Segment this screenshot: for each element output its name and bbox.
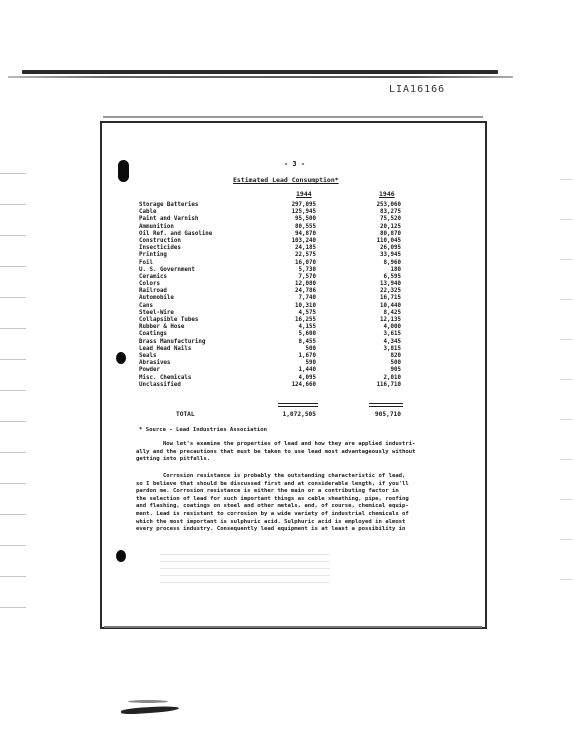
right-margin-marks bbox=[560, 155, 572, 615]
value-1944: 125,945 bbox=[291, 209, 316, 216]
row-label: Ammunition bbox=[139, 223, 174, 230]
row-label: Colors bbox=[139, 281, 160, 288]
row-label: Paint and Varnish bbox=[139, 216, 199, 223]
paragraph-properties: Now let's examine the properties of lead and how they are applied industri- ally and the precautions that must be taken to use lead most advantageously without getting into pitfalls. bbox=[136, 441, 416, 463]
row-label: Powder bbox=[139, 367, 160, 374]
value-1944: 1,670 bbox=[298, 352, 316, 359]
value-1946: 16,715 bbox=[380, 295, 401, 302]
value-1946: 8,425 bbox=[383, 309, 401, 316]
table-row bbox=[139, 310, 409, 317]
value-1946: 83,275 bbox=[380, 209, 401, 216]
table-title: Estimated Lead Consumption* bbox=[233, 176, 339, 184]
row-label: Lead Head Nails bbox=[139, 345, 192, 352]
table-row bbox=[139, 367, 409, 374]
scan-edge-shadow bbox=[8, 76, 513, 78]
total-rule-1944 bbox=[278, 406, 318, 407]
row-label: Coatings bbox=[139, 331, 167, 338]
value-1944: 12,080 bbox=[295, 281, 316, 288]
consumption-table bbox=[139, 202, 409, 389]
table-row bbox=[139, 216, 409, 223]
table-row bbox=[139, 224, 409, 231]
table-row bbox=[139, 267, 409, 274]
value-1946: 905 bbox=[390, 367, 401, 374]
row-label: Storage Batteries bbox=[139, 202, 199, 208]
value-1944: 7,570 bbox=[298, 273, 316, 280]
column-header-1944: 1944 bbox=[296, 190, 312, 198]
table-row bbox=[139, 252, 409, 259]
value-1946: 4,000 bbox=[383, 324, 401, 331]
value-1944: 24,786 bbox=[295, 288, 316, 295]
page-top-edge bbox=[103, 116, 483, 118]
table-row bbox=[139, 317, 409, 324]
row-label: Cans bbox=[139, 302, 153, 309]
value-1944: 4,575 bbox=[298, 309, 316, 316]
table-row bbox=[139, 324, 409, 331]
value-1944: 590 bbox=[305, 360, 316, 367]
total-rule-1944 bbox=[278, 403, 318, 404]
value-1946: 180 bbox=[390, 266, 401, 273]
row-label: Construction bbox=[139, 237, 181, 244]
total-1944: 1,072,505 bbox=[282, 411, 316, 418]
value-1944: 1,440 bbox=[298, 367, 316, 374]
value-1944: 22,575 bbox=[295, 252, 316, 259]
row-label: Steel-Wire bbox=[139, 309, 174, 316]
total-label: TOTAL bbox=[176, 411, 195, 418]
row-label: Oil Ref. and Gasoline bbox=[139, 230, 213, 237]
table-row bbox=[139, 231, 409, 238]
row-label: Brass Manufacturing bbox=[139, 338, 206, 345]
table-row bbox=[139, 375, 409, 382]
table-row bbox=[139, 209, 409, 216]
value-1946: 116,710 bbox=[376, 381, 401, 388]
table-row bbox=[139, 238, 409, 245]
row-label: Abrasives bbox=[139, 360, 171, 367]
value-1944: 8,455 bbox=[298, 338, 316, 345]
paragraph-corrosion: Corrosion resistance is probably the outstanding characteristic of lead, so I believe that should be discussed first and at considerable length, if you'll pardon me. Corrosion resistance is either the main or a contributing factor in the selection of lead for such important things as cable sheathing, pipe, roofing and flashing, coatings on steel and other metals, and, of course, chemical equip- ment. Lead is resistant to corrosion by a wide variety of industrial chemicals of which the most important is sulphuric acid. Sulphuric acid is employed in almost every process industry. Consequently lead equipment is at least a possibility in bbox=[136, 473, 409, 533]
row-label: Misc. Chemicals bbox=[139, 374, 192, 381]
value-1946: 12,135 bbox=[380, 317, 401, 323]
total-1946: 905,710 bbox=[374, 411, 401, 418]
row-label: Seals bbox=[139, 352, 157, 359]
value-1944: 95,500 bbox=[295, 216, 316, 223]
value-1944: 10,310 bbox=[295, 302, 316, 309]
value-1946: 22,325 bbox=[380, 288, 401, 295]
value-1944: 5,600 bbox=[298, 331, 316, 338]
row-label: Rubber & Hose bbox=[139, 324, 185, 331]
value-1946: 80,870 bbox=[380, 230, 401, 237]
value-1946: 500 bbox=[390, 360, 401, 367]
row-label: Automobile bbox=[139, 295, 174, 302]
total-row bbox=[139, 411, 409, 419]
value-1944: 16,070 bbox=[295, 259, 316, 266]
table-row bbox=[139, 303, 409, 310]
column-header-1946: 1946 bbox=[379, 190, 395, 198]
table-footnote: * Source - Lead Industries Association bbox=[139, 427, 267, 433]
punch-hole-icon bbox=[118, 160, 129, 182]
row-label: Insecticides bbox=[139, 245, 181, 252]
row-label: Railroad bbox=[139, 288, 167, 295]
left-margin-marks bbox=[0, 155, 26, 615]
table-row bbox=[139, 360, 409, 367]
row-label: Unclassified bbox=[139, 381, 181, 388]
scan-edge-band bbox=[22, 70, 498, 74]
value-1946: 820 bbox=[390, 352, 401, 359]
table-row bbox=[139, 295, 409, 302]
table-row bbox=[139, 202, 409, 209]
table-row bbox=[139, 346, 409, 353]
value-1946: 253,060 bbox=[376, 202, 401, 208]
document-id: LIA16166 bbox=[389, 84, 446, 95]
value-1944: 103,240 bbox=[291, 237, 316, 244]
value-1944: 297,095 bbox=[291, 202, 316, 208]
table-row bbox=[139, 382, 409, 389]
table-row bbox=[139, 274, 409, 281]
page-number: - 3 - bbox=[284, 160, 306, 168]
table-row bbox=[139, 288, 409, 295]
page-bottom-edge bbox=[104, 626, 482, 628]
value-1946: 2,010 bbox=[383, 374, 401, 381]
punch-hole-icon bbox=[116, 550, 126, 562]
value-1944: 124,660 bbox=[291, 381, 316, 388]
row-label: Printing bbox=[139, 252, 167, 259]
value-1946: 20,125 bbox=[380, 223, 401, 230]
table-row bbox=[139, 339, 409, 346]
value-1946: 10,440 bbox=[380, 302, 401, 309]
value-1944: 16,255 bbox=[295, 317, 316, 323]
row-label: Ceramics bbox=[139, 273, 167, 280]
scan-blot bbox=[128, 700, 168, 703]
table-row bbox=[139, 260, 409, 267]
total-rule-1946 bbox=[369, 403, 403, 404]
value-1946: 4,345 bbox=[383, 338, 401, 345]
value-1946: 26,095 bbox=[380, 245, 401, 252]
value-1944: 5,730 bbox=[298, 266, 316, 273]
faint-bleed-through bbox=[160, 548, 330, 584]
table-row bbox=[139, 331, 409, 338]
value-1946: 3,615 bbox=[383, 331, 401, 338]
value-1944: 4,095 bbox=[298, 374, 316, 381]
value-1946: 8,960 bbox=[383, 259, 401, 266]
value-1944: 94,870 bbox=[295, 230, 316, 237]
value-1946: 75,520 bbox=[380, 216, 401, 223]
row-label: Cable bbox=[139, 209, 157, 216]
punch-hole-icon bbox=[116, 352, 126, 364]
total-rule-1946 bbox=[369, 406, 403, 407]
value-1944: 24,185 bbox=[295, 245, 316, 252]
row-label: Foil bbox=[139, 259, 153, 266]
row-label: U. S. Government bbox=[139, 266, 195, 273]
value-1946: 13,940 bbox=[380, 281, 401, 288]
table-row bbox=[139, 245, 409, 252]
value-1944: 4,155 bbox=[298, 324, 316, 331]
value-1946: 3,815 bbox=[383, 345, 401, 352]
table-row bbox=[139, 353, 409, 360]
value-1944: 80,555 bbox=[295, 223, 316, 230]
row-label: Collapsible Tubes bbox=[139, 317, 199, 323]
table-row bbox=[139, 281, 409, 288]
value-1944: 500 bbox=[305, 345, 316, 352]
value-1946: 6,595 bbox=[383, 273, 401, 280]
value-1946: 33,945 bbox=[380, 252, 401, 259]
scan-blot bbox=[121, 705, 179, 715]
value-1946: 110,045 bbox=[376, 237, 401, 244]
value-1944: 7,740 bbox=[298, 295, 316, 302]
